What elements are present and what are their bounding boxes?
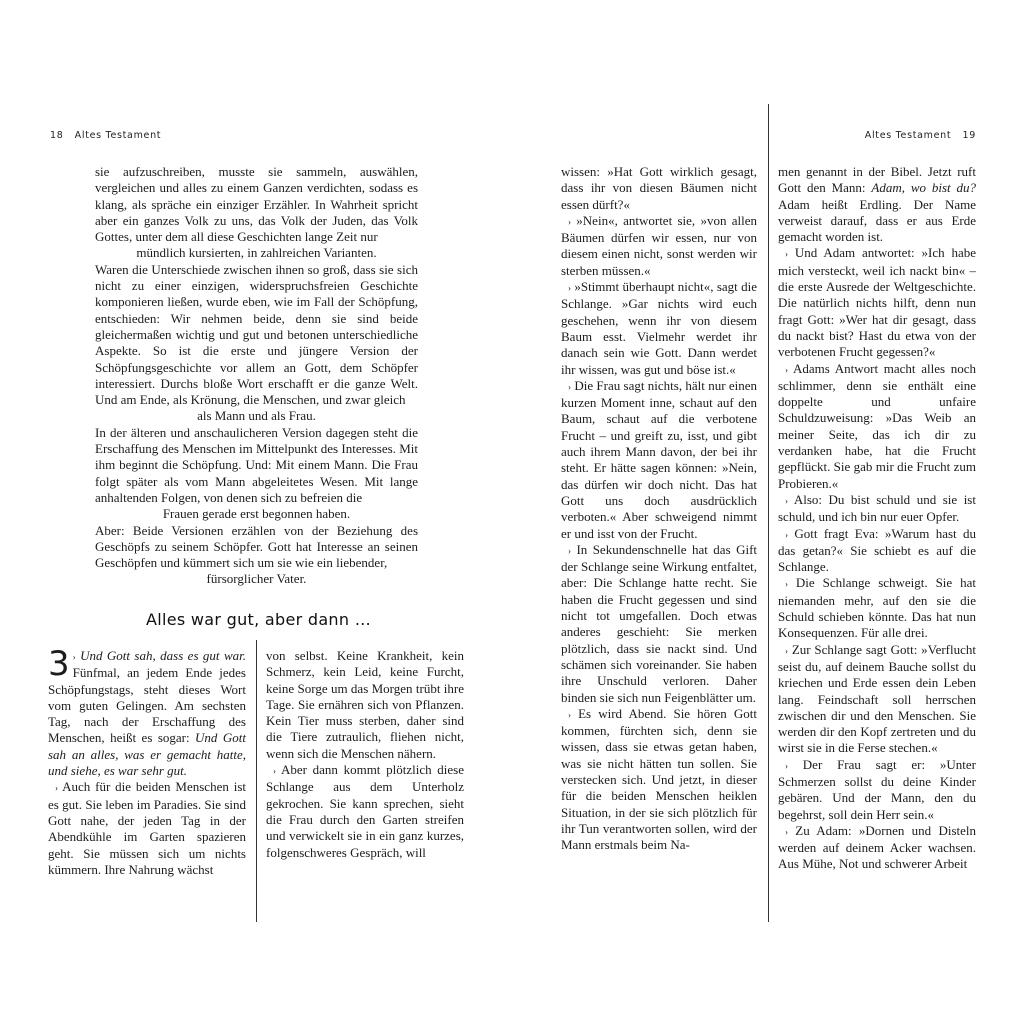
- body-paragraph: von selbst. Keine Krankheit, kein Schmerz, kein Leid, keine Furcht, keine Sorge um das Morgen trübt ihre Tage. Sie ernähren sich von Pflanzen. Kein Tier muss sterben, daher sind die Tiere zutraulich, fliehen nicht, wenn sich die Menschen nähern.: [266, 648, 464, 761]
- body-paragraph: › Zu Adam: »Dornen und Disteln werden auf deinem Acker wachsen. Aus Mühe, Not und schwerer Arbeit: [778, 822, 977, 872]
- body-paragraph: › Zur Schlange sagt Gott: »Verflucht seist du, auf deinem Bauche sollst du kriechen und Erde essen dein Leben lang. Feindschaft soll herrschen zwischen dir und den Menschen. Sie werden dir den Kopf zertreten und du wirst sie in die Ferse stechen.«: [778, 641, 976, 756]
- verse-paragraph: 3 › Und Gott sah, dass es gut war. Fünfmal, an jedem Ende jedes Schöpfungstags, steht dieses Wort vom guten Gelingen. Am sechsten Tag, nach der Erschaffung des Menschen, heißt es sogar: Und Gott sah an alles, was er gemacht hatte, und siehe, es war sehr gut.: [48, 644, 246, 779]
- intro-paragraph-end: Frauen gerade erst begonnen haben.: [162, 506, 351, 522]
- paragraph-marker: ›: [72, 652, 76, 662]
- intro-paragraph: sie aufzuschreiben, musste sie sammeln, auswählen, vergleichen und alles zu einem Ganzen verdichten, sodass es klang, als spräche ein einziger Erzähler. In Wahrheit spricht aber ein ganzes Volk zu uns, das Volk der Juden, das Volk Gottes, unter dem all diese Geschichten lange Zeit nur: [95, 164, 418, 245]
- section-heading: Alles war gut, aber dann …: [146, 610, 371, 629]
- intro-paragraph-end: fürsorglicher Vater.: [206, 571, 307, 587]
- intro-paragraph: Waren die Unterschiede zwischen ihnen so groß, dass sie sich nicht zu einer einzigen, widerspruchsfreien Geschichte komponieren ließen, wurde eben, wie im Fall der Schöpfung, entschieden: Wir nehmen beide, denn sie sind beide gleichermaßen wichtig und gut und betonen unterschiedliche Aspekte. So ist die erste und jüngere Version der Schöpfungsgeschichte vor allem an Gott, dem Schöpfer interessiert. Durchs bloße Wort erschafft er die ganze Welt. Und am Ende, als Krönung, die Menschen, und zwar gleich: [95, 261, 418, 408]
- left-running-head: [50, 130, 161, 141]
- body-paragraph: › Also: Du bist schuld und sie ist schuld, und ich bin nur euer Opfer.: [778, 491, 976, 525]
- body-paragraph: › Es wird Abend. Sie hören Gott kommen, fürchten sich, denn sie wissen, dass sie etwas getan haben, was sie nicht hätten tun sollen. Sie verstecken sich. Und jetzt, in dieser für die beiden Menschen heiklen Situation, in der sie sich plötzlich für ihr Tun verantworten sollen, wird der Mann erstmals beim Na-: [561, 705, 757, 853]
- body-paragraph: › In Sekundenschnelle hat das Gift der Schlange seine Wirkung entfaltet, aber: Die Schlange hatte recht. Sie haben die Frucht gegessen und sind nicht tot umgefallen. Doch etwas anderes geschieht: Sie merken plötzlich, dass sie nackt sind. Und schämen sich voreinander. Sie haben ihre Unschuld verloren. Daher binden sie sich nun Feigenblätter um.: [561, 541, 758, 705]
- body-paragraph: › Und Adam antwortet: »Ich habe mich versteckt, weil ich nackt bin« – die erste Ausrede der Weltgeschichte. Die natürlich nichts hilft, denn nun fragt Gott: »Wer hat dir gesagt, dass du nackt bist? Hast du etwa von der verbotenen Frucht gegessen?«: [778, 245, 976, 360]
- body-paragraph: › Die Frau sagt nichts, hält nur einen kurzen Moment inne, schaut auf den Baum, schaut auf die verbotene Frucht – und greift zu, isst, und gibt auch ihrem Mann davon, der bei ihr steht. Er hätte sagen können: »Nein, das dürfen wir doch nicht. Das hat Gott uns doch ausdrücklich verboten.« Aber schweigend nimmt er und isst von der Frucht.: [561, 377, 757, 541]
- verse-number: 3: [48, 644, 70, 684]
- intro-paragraph: Aber: Beide Versionen erzählen von der Beziehung des Geschöpfs zu seinem Schöpfer. Gott hat Interesse an seinen Geschöpfen und kümmert sich um sie wie ein liebender,: [95, 522, 418, 571]
- right-page-number: 19: [962, 130, 976, 141]
- left-column-1: [48, 644, 246, 878]
- right-running-title: Altes Testament: [864, 130, 952, 141]
- body-paragraph: › Adams Antwort macht alles noch schlimmer, denn sie enthält eine doppelte und unfaire Schuldzuweisung: »Das Weib an meiner Seite, das ich dir zu verdanken habe, hat die Frucht gepflückt. Sie gab mir die Frucht zum Probieren.«: [778, 360, 976, 491]
- body-paragraph: › »Nein«, antwortet sie, »von allen Bäumen dürfen wir essen, nur von diesem einen nicht, sonst werden wir sterben müssen.«: [561, 212, 758, 278]
- body-paragraph: wissen: »Hat Gott wirklich gesagt, dass ihr von diesen Bäumen nicht essen dürft?«: [561, 164, 757, 212]
- body-paragraph: › Der Frau sagt er: »Unter Schmerzen sollst du deine Kinder gebären. Und der Mann, den du begehrst, soll dein Herr sein.«: [778, 756, 977, 822]
- intro-paragraph-end: mündlich kursierten, in zahlreichen Varianten.: [136, 245, 377, 261]
- body-paragraph: › »Stimmt überhaupt nicht«, sagt die Schlange. »Gar nichts wird euch geschehen, wenn ihr von diesem Baum esst. Vielmehr werdet ihr danach sein wie Gott. Dann werdet ihr wissen, was gut und böse ist.«: [561, 279, 758, 377]
- right-page-column-rule: [768, 104, 769, 922]
- left-page-column-rule: [256, 640, 257, 922]
- right-column-1: [561, 164, 757, 853]
- intro-paragraph: In der älteren und anschaulicheren Version dagegen steht die Erschaffung des Menschen im Mittelpunkt des Interesses. Mit ihm beginnt die Schöpfung. Und: Mit einem Mann. Die Frau folgt später als vom Mann abgeleitetes Wesen. Mit lange anhaltenden Folgen, von denen sich zu befreien die: [95, 424, 418, 505]
- intro-text: [95, 164, 418, 588]
- right-running-head: [865, 130, 976, 141]
- body-paragraph: › Auch für die beiden Menschen ist es gut. Sie leben im Paradies. Sie sind Gott nahe, der jeden Tag in der Abendkühle im Garten spazieren geht. Sie müssen sich um nichts kümmern. Ihre Nahrung wächst: [48, 779, 246, 877]
- left-running-title: Altes Testament: [74, 130, 162, 141]
- right-column-2: [778, 164, 976, 873]
- body-paragraph: › Die Schlange schweigt. Sie hat niemanden mehr, auf den sie die Schuld schieben könnte. Das hat nun Konsequenzen. Für alle drei.: [778, 575, 976, 641]
- body-paragraph: › Aber dann kommt plötzlich diese Schlange aus dem Unterholz gekrochen. Sie kann sprechen, sieht die Frau durch den Garten streifen und verwickelt sie in ein ganz kurzes, folgenschweres Gespräch, will: [266, 762, 464, 860]
- body-paragraph: › Gott fragt Eva: »Warum hast du das getan?« Sie schiebt es auf die Schlange.: [778, 525, 976, 575]
- left-page-number: 18: [50, 130, 64, 141]
- body-paragraph: men genannt in der Bibel. Jetzt ruft Gott den Mann: Adam, wo bist du? Adam heißt Erdling. Der Name verweist darauf, dass er aus Erde gemacht worden ist.: [778, 164, 976, 245]
- intro-paragraph-end: als Mann und als Frau.: [197, 408, 316, 424]
- left-column-2: [266, 648, 464, 861]
